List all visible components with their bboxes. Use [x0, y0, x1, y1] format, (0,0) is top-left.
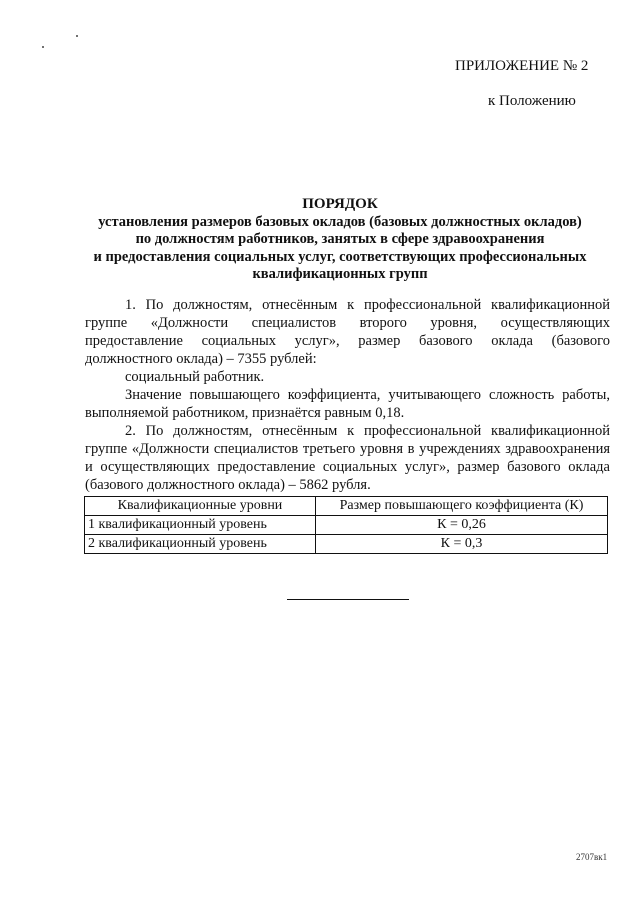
table-cell-level: 2 квалификационный уровень [85, 535, 316, 554]
paragraph-1: 1. По должностям, отнесённым к профессиональной квалификационной группе «Должности специалистов второго уровня, осуществляющих предоставление социальных услуг», размер базового оклада (базового должностного оклада) – 7355 рублей: [85, 297, 610, 367]
footer-code: 2707вк1 [576, 852, 608, 862]
document-body [85, 296, 610, 494]
paragraph-1-position: социальный работник. [125, 369, 265, 385]
table-header-row [85, 497, 608, 516]
scan-speck [42, 46, 44, 48]
subtitle-line-1: установления размеров базовых окладов (базовых должностных окладов) [98, 213, 582, 230]
scan-speck [76, 35, 78, 37]
subtitle-line-4: квалификационных групп [252, 266, 428, 282]
table-cell-level: 1 квалификационный уровень [85, 516, 316, 535]
end-divider [287, 599, 409, 600]
subtitle-line-3: и предоставления социальных услуг, соответствующих профессиональных [93, 248, 587, 265]
appendix-label: ПРИЛОЖЕНИЕ № 2 [455, 58, 589, 74]
to-regulation-label: к Положению [488, 93, 576, 109]
paragraph-2: 2. По должностям, отнесённым к профессиональной квалификационной группе «Должности специалистов третьего уровня в учреждениях здравоохранения и осуществляющих предоставление социальных услуг», размер базового оклада (базового должностного оклада) – 5862 рубля. [85, 423, 610, 493]
coefficient-table [84, 496, 608, 554]
table-row [85, 535, 608, 554]
paragraph-1-coefficient: Значение повышающего коэффициента, учитывающего сложность работы, выполняемой работником, признаётся равным 0,18. [85, 387, 610, 421]
table-cell-coefficient: К = 0,26 [316, 516, 608, 535]
table-cell-coefficient: К = 0,3 [316, 535, 608, 554]
table-header-levels: Квалификационные уровни [85, 497, 316, 516]
table-row [85, 516, 608, 535]
subtitle-line-2: по должностям работников, занятых в сфере здравоохранения [135, 231, 545, 247]
table-header-coefficient: Размер повышающего коэффициента (К) [316, 497, 608, 516]
document-title: ПОРЯДОК [302, 196, 378, 212]
document-title-block [60, 196, 620, 284]
